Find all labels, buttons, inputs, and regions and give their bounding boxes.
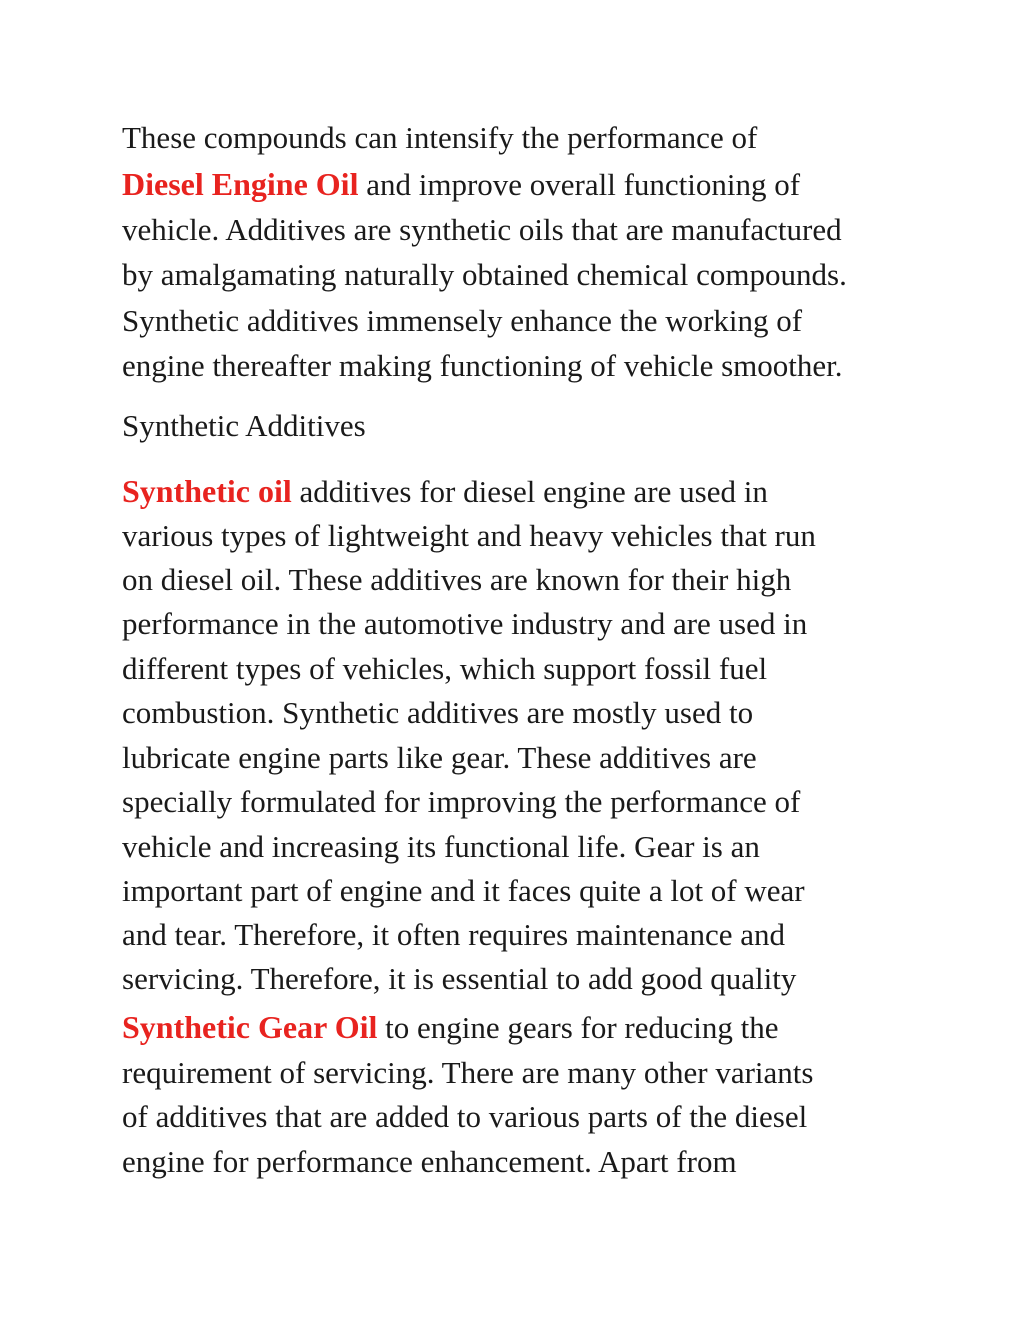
paragraph-1-line-3: vehicle. Additives are synthetic oils that are manufactured (122, 212, 842, 247)
paragraph-2-line-1-text: additives for diesel engine are used in (291, 474, 768, 509)
paragraph-2-line-14: requirement of servicing. There are many other variants (122, 1055, 814, 1090)
paragraph-1-line-5: Synthetic additives immensely enhance the working of (122, 303, 803, 338)
paragraph-2-line-16: engine for performance enhancement. Apart from (122, 1144, 737, 1179)
paragraph-2-line-5: different types of vehicles, which support fossil fuel (122, 651, 768, 686)
paragraph-2-line-1 (122, 469, 768, 513)
keyword-link-synthetic-gear-oil[interactable]: Synthetic Gear Oil (122, 1009, 378, 1045)
paragraph-2-line-13-text: to engine gears for reducing the (377, 1010, 779, 1045)
paragraph-2-line-4: performance in the automotive industry and are used in (122, 606, 808, 641)
paragraph-1-line-4: by amalgamating naturally obtained chemical compounds. (122, 257, 847, 292)
paragraph-2-line-10: important part of engine and it faces quite a lot of wear (122, 873, 805, 908)
paragraph-2-line-11: and tear. Therefore, it often requires maintenance and (122, 917, 786, 952)
paragraph-2-line-8: specially formulated for improving the performance of (122, 784, 801, 819)
paragraph-2-line-2: various types of lightweight and heavy vehicles that run (122, 518, 816, 553)
paragraph-1-line-6: engine thereafter making functioning of vehicle smoother. (122, 348, 843, 383)
paragraph-2-line-6: combustion. Synthetic additives are mostly used to (122, 695, 754, 730)
paragraph-2-line-9: vehicle and increasing its functional life. Gear is an (122, 829, 760, 864)
section-heading: Synthetic Additives (122, 408, 366, 443)
paragraph-2-line-13 (122, 1005, 779, 1049)
paragraph-1-line-2 (122, 162, 800, 206)
paragraph-1-line-2-text: and improve overall functioning of (358, 167, 801, 202)
keyword-link-synthetic-oil[interactable]: Synthetic oil (122, 473, 292, 509)
keyword-link-diesel-engine-oil[interactable]: Diesel Engine Oil (122, 166, 359, 202)
paragraph-1-line-1: These compounds can intensify the performance of (122, 120, 758, 155)
paragraph-2-line-12: servicing. Therefore, it is essential to add good quality (122, 961, 797, 996)
paragraph-2-line-3: on diesel oil. These additives are known for their high (122, 562, 792, 597)
paragraph-2-line-7: lubricate engine parts like gear. These additives are (122, 740, 757, 775)
paragraph-2-line-15: of additives that are added to various parts of the diesel (122, 1099, 808, 1134)
